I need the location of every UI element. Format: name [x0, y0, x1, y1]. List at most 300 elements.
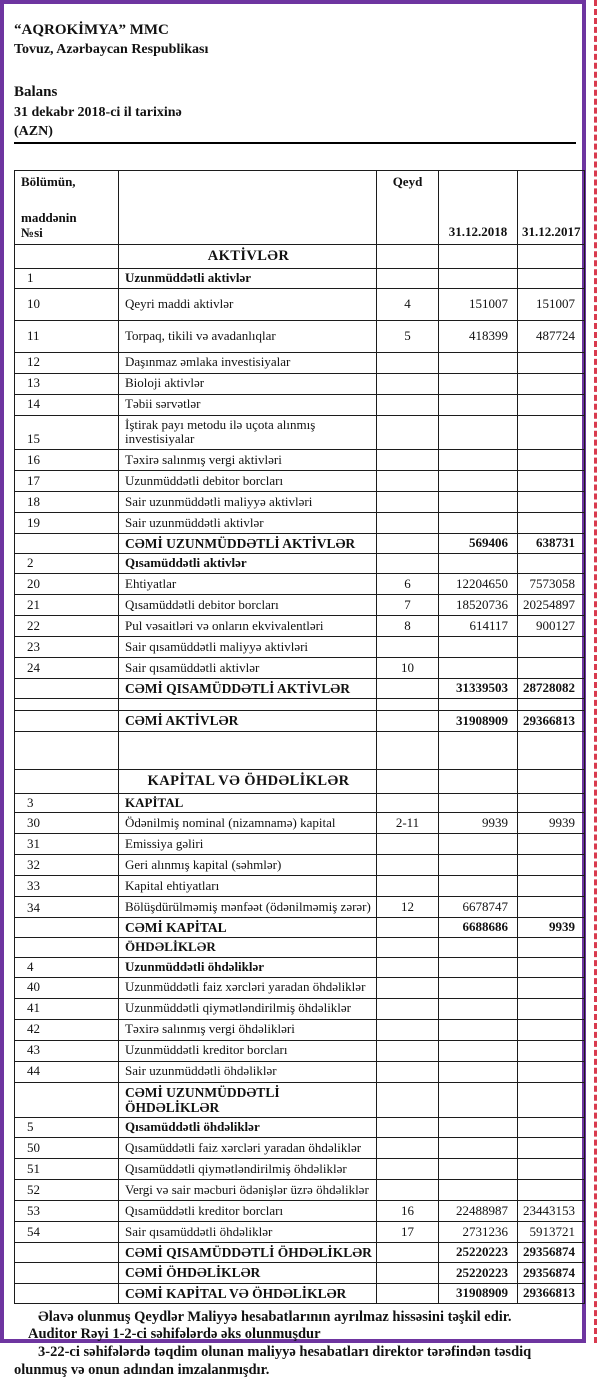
- table-row: [15, 415, 585, 449]
- cell-desc: Qısamüddətli aktivlər: [119, 554, 377, 574]
- cell-num: 12: [15, 352, 119, 373]
- cell-qeyd: [377, 876, 439, 897]
- cell-desc: Bioloji aktivlər: [119, 373, 377, 394]
- table-row: [15, 897, 585, 918]
- cell-v2017: [518, 1118, 585, 1138]
- cell-desc: Təbii sərvətlər: [119, 394, 377, 415]
- table-row: [15, 1283, 585, 1303]
- cell-desc: Qısamüddətli debitor borcları: [119, 595, 377, 616]
- table-row: [15, 938, 585, 958]
- cell-desc: Uzunmüddətli öhdəliklər: [119, 958, 377, 978]
- cell-v2017: [518, 1159, 585, 1180]
- cell-v2018: [439, 373, 518, 394]
- cell-num: [15, 711, 119, 731]
- cell-qeyd: 12: [377, 897, 439, 918]
- footer-note-1: Əlavə olunmuş Qeydlər Maliyyə hesabatlarının ayrılmaz hissəsini təşkil edir.: [38, 1308, 512, 1325]
- cell-v2017: 29356874: [518, 1263, 585, 1283]
- table-row: [15, 679, 585, 699]
- cell-num: 5: [15, 1118, 119, 1138]
- cell-desc: CƏMİ QISAMÜDDƏTLİ AKTİVLƏR: [119, 679, 377, 699]
- cell-qeyd: [377, 1283, 439, 1303]
- table-row: [15, 977, 585, 998]
- cell-qeyd: [377, 1118, 439, 1138]
- col-header-number: [15, 171, 119, 245]
- cell-v2018: [439, 637, 518, 658]
- cell-qeyd: [377, 918, 439, 938]
- cell-v2017: [518, 938, 585, 958]
- cell-qeyd: [377, 554, 439, 574]
- cell-desc: Bölüşdürülməmiş mənfəət (ödənilməmiş zərər): [119, 897, 377, 918]
- balance-table-body: [15, 245, 585, 1304]
- cell-desc: CƏMİ AKTİVLƏR: [119, 711, 377, 731]
- cell-v2018: [439, 492, 518, 513]
- cell-v2018: [439, 1040, 518, 1061]
- cell-v2018: 6688686: [439, 918, 518, 938]
- cell-v2017: [518, 958, 585, 978]
- company-name: “AQROKİMYA” MMC: [14, 22, 169, 38]
- table-row: [15, 245, 585, 269]
- cell-v2017: [518, 394, 585, 415]
- cell-v2017: [518, 415, 585, 449]
- cell-v2018: [439, 977, 518, 998]
- cell-v2018: [439, 834, 518, 855]
- cell-v2018: [439, 245, 518, 269]
- cell-qeyd: [377, 492, 439, 513]
- cell-v2017: 29356874: [518, 1243, 585, 1263]
- cell-desc: AKTİVLƏR: [119, 245, 377, 269]
- cell-qeyd: [377, 1159, 439, 1180]
- cell-v2017: [518, 269, 585, 289]
- cell-desc: Torpaq, tikili və avadanlıqlar: [119, 320, 377, 352]
- cell-qeyd: [377, 958, 439, 978]
- cell-v2017: [518, 513, 585, 534]
- cell-desc: Uzunmüddətli debitor borcları: [119, 471, 377, 492]
- table-row: [15, 269, 585, 289]
- cell-qeyd: [377, 855, 439, 876]
- cell-num: 15: [15, 415, 119, 449]
- cell-v2017: 23443153: [518, 1201, 585, 1222]
- cell-qeyd: [377, 731, 439, 769]
- cell-v2017: 7573058: [518, 574, 585, 595]
- cell-qeyd: [377, 679, 439, 699]
- cell-v2017: [518, 834, 585, 855]
- cell-v2018: [439, 938, 518, 958]
- cell-qeyd: [377, 834, 439, 855]
- col-header-description: [119, 171, 377, 245]
- cell-qeyd: [377, 269, 439, 289]
- table-row: [15, 1263, 585, 1283]
- cell-v2017: 151007: [518, 288, 585, 320]
- cell-v2017: 638731: [518, 534, 585, 554]
- table-row: [15, 998, 585, 1019]
- cell-v2017: [518, 1040, 585, 1061]
- cell-v2018: [439, 998, 518, 1019]
- cell-num: 17: [15, 471, 119, 492]
- cell-qeyd: 16: [377, 1201, 439, 1222]
- table-row: [15, 574, 585, 595]
- cell-desc: Qeyri maddi aktivlər: [119, 288, 377, 320]
- cell-v2017: [518, 373, 585, 394]
- cell-v2018: [439, 1061, 518, 1082]
- cell-v2018: 31339503: [439, 679, 518, 699]
- cell-v2018: [439, 450, 518, 471]
- cell-v2018: [439, 855, 518, 876]
- cell-num: 54: [15, 1222, 119, 1243]
- cell-v2017: [518, 1180, 585, 1201]
- cell-num: 19: [15, 513, 119, 534]
- cell-v2017: [518, 699, 585, 711]
- cell-v2018: 12204650: [439, 574, 518, 595]
- table-row: [15, 834, 585, 855]
- cell-num: [15, 918, 119, 938]
- table-row: [15, 1243, 585, 1263]
- cell-num: 24: [15, 658, 119, 679]
- balance-date: 31 dekabr 2018-ci il tarixinə: [14, 105, 182, 120]
- cell-v2018: 2731236: [439, 1222, 518, 1243]
- table-row: [15, 595, 585, 616]
- table-header: [15, 171, 585, 245]
- cell-desc: Qısamüddətli öhdəliklər: [119, 1118, 377, 1138]
- table-row: [15, 394, 585, 415]
- cell-desc: CƏMİ QISAMÜDDƏTLİ ÖHDƏLİKLƏR: [119, 1243, 377, 1263]
- cell-num: 23: [15, 637, 119, 658]
- cell-v2018: [439, 513, 518, 534]
- cell-v2018: [439, 731, 518, 769]
- col-header-2018: 31.12.2018: [439, 171, 518, 245]
- cell-desc: Kapital ehtiyatları: [119, 876, 377, 897]
- cell-num: 2: [15, 554, 119, 574]
- table-row: [15, 1118, 585, 1138]
- cell-desc: CƏMİ KAPİTAL: [119, 918, 377, 938]
- table-row: [15, 352, 585, 373]
- cell-qeyd: 2-11: [377, 813, 439, 834]
- cell-num: 31: [15, 834, 119, 855]
- cell-num: 21: [15, 595, 119, 616]
- cell-v2018: [439, 269, 518, 289]
- cell-v2018: [439, 1180, 518, 1201]
- cell-num: [15, 534, 119, 554]
- cell-v2017: [518, 998, 585, 1019]
- cell-qeyd: [377, 450, 439, 471]
- cell-qeyd: 7: [377, 595, 439, 616]
- cell-v2018: 151007: [439, 288, 518, 320]
- table-row: [15, 1019, 585, 1040]
- cell-v2018: 22488987: [439, 1201, 518, 1222]
- cell-desc: Ödənilmiş nominal (nizamnamə) kapital: [119, 813, 377, 834]
- cell-desc: KAPİTAL VƏ ÖHDƏLİKLƏR: [119, 769, 377, 793]
- cell-v2017: [518, 450, 585, 471]
- cell-num: 32: [15, 855, 119, 876]
- table-row: [15, 534, 585, 554]
- table-row: [15, 1061, 585, 1082]
- cell-qeyd: [377, 534, 439, 554]
- cell-num: 3: [15, 793, 119, 813]
- cell-v2017: 9939: [518, 813, 585, 834]
- cell-num: 41: [15, 998, 119, 1019]
- cell-v2018: [439, 1019, 518, 1040]
- cell-desc: Ehtiyatlar: [119, 574, 377, 595]
- document-title: Balans: [14, 84, 58, 100]
- cell-v2017: 28728082: [518, 679, 585, 699]
- cell-num: [15, 1283, 119, 1303]
- table-row: [15, 1159, 585, 1180]
- cell-desc: Uzunmüddətli faiz xərcləri yaradan öhdəliklər: [119, 977, 377, 998]
- cell-v2017: [518, 1019, 585, 1040]
- cell-desc: KAPİTAL: [119, 793, 377, 813]
- cell-v2017: [518, 1082, 585, 1118]
- cell-v2017: [518, 876, 585, 897]
- table-row: [15, 1082, 585, 1118]
- cell-v2017: [518, 352, 585, 373]
- cell-desc: CƏMİ KAPİTAL VƏ ÖHDƏLİKLƏR: [119, 1283, 377, 1303]
- cell-desc: Sair uzunmüddətli öhdəliklər: [119, 1061, 377, 1082]
- cell-v2017: 5913721: [518, 1222, 585, 1243]
- table-row: [15, 658, 585, 679]
- cell-qeyd: [377, 394, 439, 415]
- cell-v2018: [439, 471, 518, 492]
- cell-qeyd: [377, 711, 439, 731]
- cell-qeyd: [377, 471, 439, 492]
- table-row: [15, 471, 585, 492]
- table-row: [15, 513, 585, 534]
- cell-desc: Sair uzunmüddətli aktivlər: [119, 513, 377, 534]
- table-row: [15, 1138, 585, 1159]
- table-row: [15, 958, 585, 978]
- cell-v2017: 487724: [518, 320, 585, 352]
- cell-num: 18: [15, 492, 119, 513]
- cell-qeyd: [377, 1263, 439, 1283]
- cell-v2017: [518, 855, 585, 876]
- cell-num: 13: [15, 373, 119, 394]
- cell-v2017: 9939: [518, 918, 585, 938]
- cell-qeyd: 6: [377, 574, 439, 595]
- cell-v2017: [518, 1061, 585, 1082]
- cell-v2018: [439, 352, 518, 373]
- table-row: [15, 855, 585, 876]
- cell-num: 30: [15, 813, 119, 834]
- table-row: [15, 450, 585, 471]
- cell-v2018: 25220223: [439, 1263, 518, 1283]
- col-header-number-line1: Bölümün,: [21, 173, 76, 189]
- table-row: [15, 492, 585, 513]
- document-header: [14, 22, 576, 144]
- cell-qeyd: [377, 352, 439, 373]
- cell-qeyd: 5: [377, 320, 439, 352]
- cell-v2018: [439, 769, 518, 793]
- table-row: [15, 373, 585, 394]
- cell-num: [15, 769, 119, 793]
- cell-v2017: [518, 492, 585, 513]
- table-header-row: [15, 171, 585, 245]
- cell-desc: İştirak payı metodu ilə uçota alınmış investisiyalar: [119, 415, 377, 449]
- footer-note-2: Auditor Rəyi 1-2-ci səhifələrdə əks olunmuşdur: [28, 1326, 321, 1343]
- cell-qeyd: [377, 769, 439, 793]
- cell-num: 20: [15, 574, 119, 595]
- cell-v2018: [439, 793, 518, 813]
- cell-num: [15, 699, 119, 711]
- table-row: [15, 288, 585, 320]
- table-row: [15, 616, 585, 637]
- cell-v2018: [439, 658, 518, 679]
- cell-num: 34: [15, 897, 119, 918]
- table-row: [15, 918, 585, 938]
- cell-num: 53: [15, 1201, 119, 1222]
- cell-num: 44: [15, 1061, 119, 1082]
- table-row: [15, 1180, 585, 1201]
- cell-qeyd: [377, 998, 439, 1019]
- document-page: [6, 8, 581, 1378]
- cell-v2017: 29366813: [518, 711, 585, 731]
- table-row: [15, 813, 585, 834]
- cell-num: 50: [15, 1138, 119, 1159]
- cell-desc: Qısamüddətli qiymətləndirilmiş öhdəliklər: [119, 1159, 377, 1180]
- cell-num: [15, 731, 119, 769]
- cell-v2018: 31908909: [439, 711, 518, 731]
- col-header-note: Qeyd: [377, 171, 439, 245]
- cell-v2017: 29366813: [518, 1283, 585, 1303]
- cell-num: 52: [15, 1180, 119, 1201]
- cell-desc: Qısamüddətli kreditor borcları: [119, 1201, 377, 1222]
- cell-qeyd: [377, 977, 439, 998]
- cell-qeyd: [377, 1180, 439, 1201]
- cell-qeyd: [377, 1019, 439, 1040]
- cell-desc: Təxirə salınmış vergi aktivləri: [119, 450, 377, 471]
- cell-qeyd: 4: [377, 288, 439, 320]
- cell-v2018: 31908909: [439, 1283, 518, 1303]
- col-header-number-line3: №si: [21, 224, 43, 240]
- table-row: [15, 793, 585, 813]
- cell-qeyd: [377, 1061, 439, 1082]
- cell-v2018: 18520736: [439, 595, 518, 616]
- document-footer: [14, 1309, 576, 1380]
- cell-desc: Sair qısamüddətli maliyyə aktivləri: [119, 637, 377, 658]
- cell-v2017: [518, 1138, 585, 1159]
- cell-v2018: [439, 1138, 518, 1159]
- table-row: [15, 1040, 585, 1061]
- table-row: [15, 711, 585, 731]
- cell-v2018: 6678747: [439, 897, 518, 918]
- cell-v2018: [439, 1159, 518, 1180]
- table-row: [15, 699, 585, 711]
- cell-desc: Sair uzunmüddətli maliyyə aktivləri: [119, 492, 377, 513]
- cell-desc: Uzunmüddətli qiymətləndirilmiş öhdəliklər: [119, 998, 377, 1019]
- cell-num: 16: [15, 450, 119, 471]
- cell-v2017: 900127: [518, 616, 585, 637]
- cell-v2018: 9939: [439, 813, 518, 834]
- cell-desc: CƏMİ UZUNMÜDDƏTLİ ÖHDƏLİKLƏR: [119, 1082, 377, 1118]
- cell-qeyd: [377, 1082, 439, 1118]
- cell-qeyd: [377, 415, 439, 449]
- cell-v2017: [518, 637, 585, 658]
- company-location: Tovuz, Azərbaycan Respublikası: [14, 42, 209, 57]
- cell-qeyd: 8: [377, 616, 439, 637]
- cell-num: 33: [15, 876, 119, 897]
- cell-qeyd: [377, 938, 439, 958]
- cell-qeyd: [377, 793, 439, 813]
- cell-v2018: [439, 1082, 518, 1118]
- cell-v2017: [518, 897, 585, 918]
- table-row: [15, 876, 585, 897]
- cell-num: 11: [15, 320, 119, 352]
- table-row: [15, 1222, 585, 1243]
- cell-v2017: [518, 245, 585, 269]
- cell-v2018: 418399: [439, 320, 518, 352]
- cell-desc: CƏMİ UZUNMÜDDƏTLİ AKTİVLƏR: [119, 534, 377, 554]
- cell-desc: Emissiya gəliri: [119, 834, 377, 855]
- table-row: [15, 1201, 585, 1222]
- cell-desc: CƏMİ ÖHDƏLİKLƏR: [119, 1263, 377, 1283]
- cell-v2018: 614117: [439, 616, 518, 637]
- cell-v2018: 25220223: [439, 1243, 518, 1263]
- cell-desc: [119, 731, 377, 769]
- cell-num: [15, 1082, 119, 1118]
- cell-v2018: [439, 415, 518, 449]
- cell-num: [15, 1263, 119, 1283]
- cell-num: [15, 245, 119, 269]
- cell-desc: Uzunmüddətli kreditor borcları: [119, 1040, 377, 1061]
- cell-num: 22: [15, 616, 119, 637]
- cell-desc: ÖHDƏLİKLƏR: [119, 938, 377, 958]
- table-row: [15, 731, 585, 769]
- cell-num: [15, 1243, 119, 1263]
- cell-desc: Pul vəsaitləri və onların ekvivalentləri: [119, 616, 377, 637]
- cell-v2018: [439, 958, 518, 978]
- header-divider: [14, 142, 576, 144]
- footer-note-3: 3-22-ci səhifələrdə təqdim olunan maliyyə hesabatları direktor tərəfindən təsdiq olunmuş və onun adından imzalanmışdır.: [14, 1344, 532, 1378]
- cell-desc: Qısamüddətli faiz xərcləri yaradan öhdəliklər: [119, 1138, 377, 1159]
- cell-qeyd: [377, 699, 439, 711]
- cell-v2017: [518, 793, 585, 813]
- cell-v2018: [439, 699, 518, 711]
- cell-v2018: 569406: [439, 534, 518, 554]
- cell-v2017: [518, 554, 585, 574]
- cell-desc: Sair qısamüddətli öhdəliklər: [119, 1222, 377, 1243]
- cell-num: 4: [15, 958, 119, 978]
- cell-num: 51: [15, 1159, 119, 1180]
- cell-qeyd: [377, 1243, 439, 1263]
- col-header-2017: 31.12.2017: [518, 171, 585, 245]
- table-row: [15, 320, 585, 352]
- cell-qeyd: 17: [377, 1222, 439, 1243]
- cell-v2018: [439, 1118, 518, 1138]
- cell-desc: Sair qısamüddətli aktivlər: [119, 658, 377, 679]
- cell-num: 42: [15, 1019, 119, 1040]
- cell-v2017: [518, 731, 585, 769]
- cell-num: 1: [15, 269, 119, 289]
- cell-v2017: 20254897: [518, 595, 585, 616]
- dashed-right-edge: [594, 0, 597, 1343]
- cell-v2018: [439, 876, 518, 897]
- cell-qeyd: [377, 1138, 439, 1159]
- cell-desc: Geri alınmış kapital (səhmlər): [119, 855, 377, 876]
- table-row: [15, 637, 585, 658]
- cell-desc: Daşınmaz əmlaka investisiyalar: [119, 352, 377, 373]
- cell-qeyd: [377, 373, 439, 394]
- cell-num: 14: [15, 394, 119, 415]
- cell-qeyd: 10: [377, 658, 439, 679]
- cell-num: [15, 679, 119, 699]
- currency-label: (AZN): [14, 124, 53, 139]
- cell-desc: [119, 699, 377, 711]
- cell-v2018: [439, 394, 518, 415]
- cell-qeyd: [377, 637, 439, 658]
- cell-v2017: [518, 471, 585, 492]
- table-row: [15, 554, 585, 574]
- cell-num: 10: [15, 288, 119, 320]
- cell-num: [15, 938, 119, 958]
- col-header-number-line2: maddənin: [21, 210, 77, 226]
- cell-v2017: [518, 769, 585, 793]
